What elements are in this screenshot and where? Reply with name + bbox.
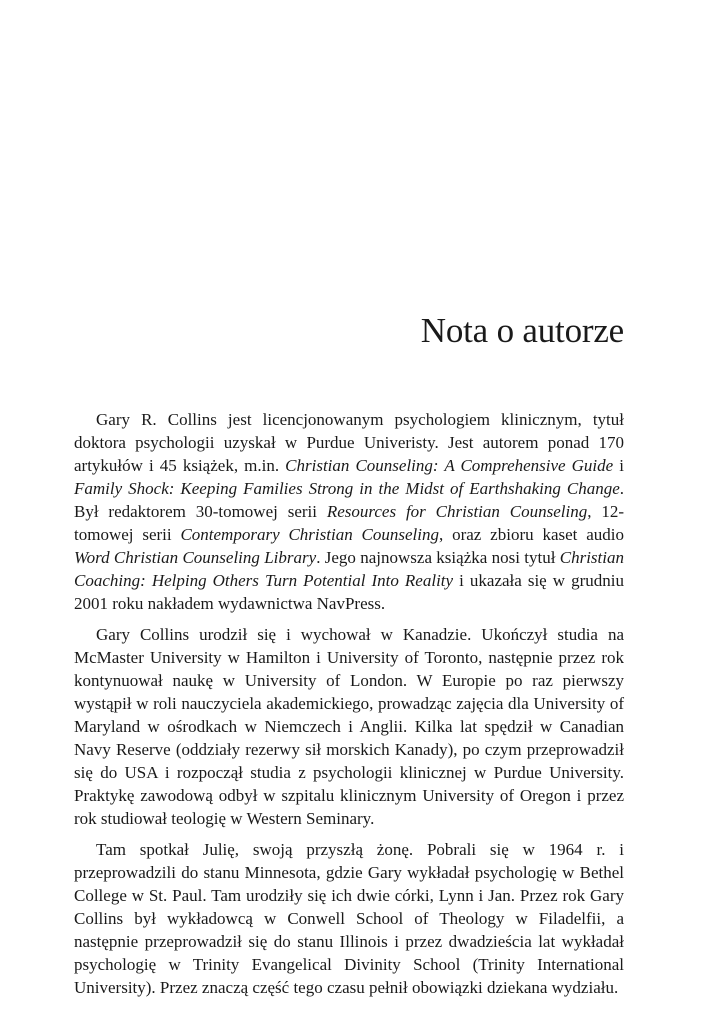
text-run: i [613, 456, 624, 475]
italic-series-title: Contemporary Christian Counseling [180, 525, 439, 544]
text-run: Gary R. Collins jest licencjonowanym psychologiem klinicznym, tytuł doktora psychologii uzyskał w Purdue Univeristy. Jest autorem ponad 170 artykułów i 45 książek, m.in. [74, 410, 624, 475]
text-run: . Jego najnowsza książka nosi tytuł [316, 548, 560, 567]
text-run: . Był redaktorem 30-tomowej serii [74, 479, 624, 521]
italic-book-title: Family Shock: Keeping Families Strong in the Midst of Earthshaking Change [74, 479, 620, 498]
italic-book-title: Christian Counseling: A Comprehensive Guide [285, 456, 614, 475]
text-run: , oraz zbioru kaset audio [438, 525, 624, 544]
book-page [74, 0, 624, 1024]
text-run: i ukazała się w grudniu 2001 roku nakładem wydawnictwa NavPress. [74, 571, 624, 613]
italic-book-title: Christian Coaching: Helping Others Turn Potential Into Reality [74, 548, 624, 590]
body-text [74, 408, 624, 1007]
text-run: , 12-tomowej serii [74, 502, 624, 544]
text-run: Tam spotkał Julię, swoją przyszłą żonę. Pobrali się w 1964 r. i przeprowadzili do stanu Minnesota, gdzie Gary wykładał psychologię w Bethel College w St. Paul. Tam urodziły się ich dwie córki, Lynn i Jan. Przez rok Gary Collins był wykładowcą w Conwell School of Theology w Filadelfii, a następnie przeprowadził się do stanu Illinois i przez dwadzieścia lat wykładał psychologię w Trinity Evangelical Divinity School (Trinity International University). Przez znaczą część tego czasu pełnił obowiązki dziekana wydziału. [74, 840, 624, 997]
paragraph-1 [74, 408, 624, 615]
chapter-title: Nota o autorze [420, 311, 624, 350]
italic-series-title: Resources for Christian Counseling [326, 502, 588, 521]
italic-audio-title: Word Christian Counseling Library [74, 548, 317, 567]
paragraph-3 [74, 838, 624, 999]
paragraph-2 [74, 623, 624, 830]
text-run: Gary Collins urodził się i wychował w Kanadzie. Ukończył studia na McMaster University w Hamilton i University of Toronto, następnie przez rok kontynuował naukę w University of London. W Europie po raz pierwszy wystąpił w roli nauczyciela akademickiego, prowadząc zajęcia dla University of Maryland w ośrodkach w Niemczech i Anglii. Kilka lat spędził w Canadian Navy Reserve (oddziały rezerwy sił morskich Kanady), po czym przeprowadził się do USA i rozpoczął studia z psychologii klinicznej w Purdue University. Praktykę zawodową odbył w szpitalu klinicznym University of Oregon i przez rok studiował teologię w Western Seminary. [74, 625, 624, 828]
